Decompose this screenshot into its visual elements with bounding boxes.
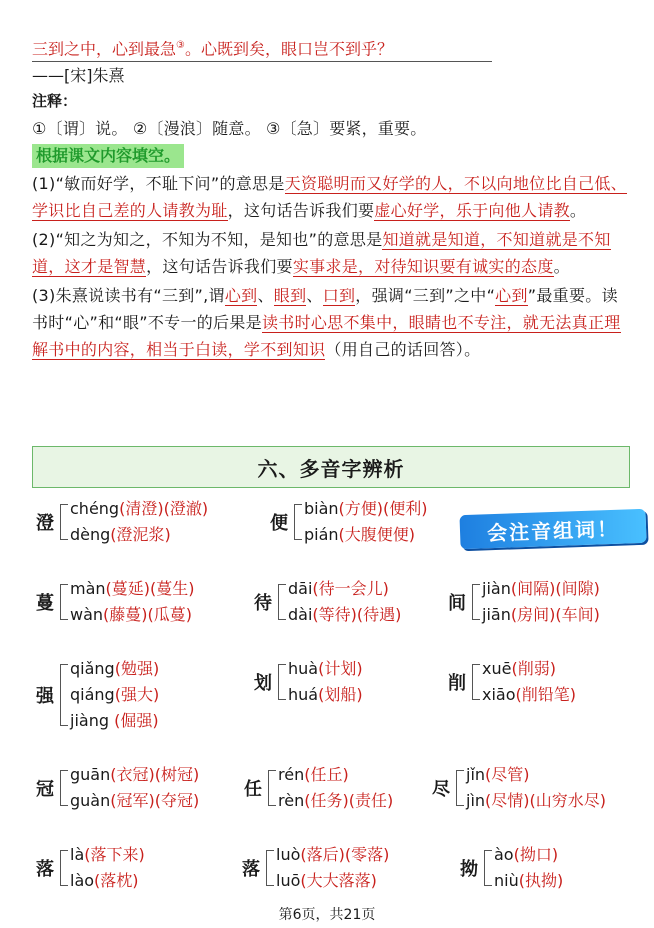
q2-answer-lesson: 实事求是，对待知识要有诚实的态度 [292, 257, 554, 277]
example-word: (藤蔓) [103, 605, 148, 624]
reading-line [482, 576, 600, 602]
example-word: (衣冠) [110, 765, 155, 784]
example-word: (拗口) [513, 845, 559, 864]
pinyin: jiàn [482, 579, 511, 598]
pinyin: guàn [70, 791, 111, 810]
q1-answer-meaning: 天资聪明而又好学的人，不以向地位比自己低、学识比自己差的人请教为耻 [32, 174, 627, 221]
example-word: (夺冠) [154, 791, 200, 810]
example-word: (蔓生) [150, 579, 195, 598]
q1-end: 。 [569, 201, 587, 221]
reading-list [70, 656, 159, 734]
example-word: (车间) [555, 605, 600, 624]
example-word: (削铅笔) [515, 685, 577, 704]
reading-line [288, 602, 401, 628]
example-word: (大腹便便) [338, 525, 416, 544]
q3-answer-1: 心到 [224, 286, 258, 306]
pinyin: rèn [278, 791, 305, 810]
reading-list [466, 762, 606, 814]
polyphone-char: 待 [254, 593, 272, 614]
polyphone-entry [444, 576, 600, 628]
polyphone-char: 间 [448, 593, 466, 614]
pinyin: niù [494, 871, 519, 890]
pinyin: jiān [482, 605, 511, 624]
brace-icon [60, 664, 68, 726]
brace-icon [60, 770, 68, 806]
example-word: (削弱) [511, 659, 556, 678]
example-word: (计划) [318, 659, 363, 678]
polyphone-char: 拗 [460, 859, 478, 880]
reading-line [276, 842, 389, 868]
example-word: (等待) [312, 605, 357, 624]
page-number: 第6页，共21页 [278, 907, 376, 923]
reading-line [304, 496, 428, 522]
author-line: ——[宋]朱熹 [32, 66, 125, 86]
example-word: (零落) [344, 845, 390, 864]
reading-list [70, 842, 145, 894]
reading-line [288, 576, 401, 602]
reading-line [70, 576, 195, 602]
reading-list [70, 762, 199, 814]
polyphone-entry [240, 762, 393, 814]
polyphone-char: 尽 [432, 779, 450, 800]
reading-line [482, 602, 600, 628]
reading-line [278, 788, 393, 814]
pinyin: qiáng [70, 685, 115, 704]
footnote-mark: ③ [176, 40, 185, 51]
q1-prompt-2: ，这句话告诉我们要 [227, 201, 375, 221]
quote-text: 三到之中，心到最急 [32, 39, 177, 59]
question-1 [32, 170, 632, 224]
pinyin: biàn [304, 499, 339, 518]
reading-list [482, 576, 600, 628]
polyphone-entry [32, 576, 195, 628]
question-2 [32, 226, 632, 280]
q3-answer-5: 读书时心思不集中，眼睛也不专注，就无法真正理解书中的内容，相当于白读，学不到知识 [32, 313, 621, 360]
pinyin: huà [288, 659, 319, 678]
pinyin: xiāo [482, 685, 516, 704]
pinyin: dài [288, 605, 313, 624]
quote-tail: 。心既到矣，眼口岂不到乎？ [184, 39, 393, 59]
q1-prompt: (1)“敏而好学，不耻下问”的意思是 [32, 174, 285, 194]
polyphone-entry [32, 496, 208, 548]
example-word: (倔强) [114, 711, 159, 730]
classical-text-section [32, 34, 632, 365]
brace-icon [268, 770, 276, 806]
q3-answer-4: 心到 [495, 286, 528, 306]
polyphone-char: 落 [36, 859, 54, 880]
example-word: (便利) [383, 499, 428, 518]
polyphone-char: 落 [242, 859, 260, 880]
reading-line [70, 656, 159, 682]
polyphone-entry [250, 576, 401, 628]
pinyin: huá [288, 685, 319, 704]
pinyin: qiǎng [70, 659, 115, 678]
brace-icon [60, 850, 68, 886]
q2-prompt: (2)“知之为知之，不知为不知，是知也”的意思是 [32, 230, 383, 250]
pinyin: dèng [70, 525, 111, 544]
polyphone-entry [456, 842, 563, 894]
q2-answer-meaning: 知道就是知道，不知道就是不知道，这才是智慧 [32, 230, 611, 277]
reading-line [278, 762, 393, 788]
polyphone-entry [250, 656, 363, 708]
reading-list [482, 656, 576, 708]
reading-line [466, 762, 606, 788]
brace-icon [472, 664, 480, 700]
example-word: (待一会儿) [312, 579, 389, 598]
polyphone-entry [266, 496, 428, 548]
polyphone-char: 冠 [36, 779, 54, 800]
pinyin: dāi [288, 579, 313, 598]
reading-line [466, 788, 606, 814]
reading-line [288, 682, 363, 708]
polyphone-char: 削 [448, 673, 466, 694]
reading-list [70, 496, 208, 548]
reading-line [494, 868, 563, 894]
reading-line [70, 496, 208, 522]
example-word: (尽情) [485, 791, 530, 810]
reading-line [482, 656, 576, 682]
pinyin: pián [304, 525, 339, 544]
reading-list [276, 842, 389, 894]
brace-icon [278, 664, 286, 700]
q3-prompt: (3)朱熹说读书有“三到”,谓 [32, 286, 225, 306]
q3-answer-3: 口到 [322, 286, 356, 306]
example-word: (山穷水尽) [529, 791, 607, 810]
brace-icon [484, 850, 492, 886]
example-word: (落下来) [84, 845, 145, 864]
reading-line [70, 708, 159, 734]
question-list [32, 170, 632, 363]
q3-end: （用自己的话回答）。 [325, 340, 481, 360]
polyphone-entry [238, 842, 389, 894]
reading-line [70, 522, 208, 548]
pinyin: chéng [70, 499, 120, 518]
example-word: (蔓延) [105, 579, 151, 598]
example-word: (清澄) [119, 499, 164, 518]
brace-icon [472, 584, 480, 620]
task-label: 根据课文内容填空。 [32, 144, 184, 168]
polyphone-char: 便 [270, 513, 288, 534]
reading-line [494, 842, 563, 868]
brace-icon [60, 504, 68, 540]
pinyin: guān [70, 765, 111, 784]
polyphone-char: 任 [244, 779, 262, 800]
example-word: (责任) [348, 791, 394, 810]
example-word: (任丘) [304, 765, 349, 784]
reading-line [70, 682, 159, 708]
notes-text: ①〔谓〕说。 ②〔漫浪〕随意。 ③〔急〕要紧，重要。 [32, 119, 427, 139]
reading-line [304, 522, 428, 548]
example-word: (方便) [338, 499, 384, 518]
pinyin: jǐn [466, 765, 486, 784]
q2-prompt-2: ，这句话告诉我们要 [146, 257, 293, 277]
polyphone-char: 澄 [36, 513, 54, 534]
reading-list [70, 576, 195, 628]
brace-icon [60, 584, 68, 620]
q3-prompt-3: ”最重要。读书时“心”和“眼”不专一的后果是 [32, 286, 618, 333]
polyphone-entry [32, 656, 159, 734]
brace-icon [456, 770, 464, 806]
example-word: (间隔) [510, 579, 556, 598]
reading-line [276, 868, 389, 894]
example-word: (树冠) [154, 765, 200, 784]
example-word: (落后) [300, 845, 345, 864]
reading-list [304, 496, 428, 548]
polyphone-entry [428, 762, 606, 814]
q3-prompt-2: ，强调“三到”之中“ [355, 286, 496, 306]
reading-list [288, 656, 363, 708]
example-word: (房间) [510, 605, 556, 624]
example-word: (澄澈) [163, 499, 209, 518]
polyphone-char: 蔓 [36, 593, 54, 614]
brace-icon [278, 584, 286, 620]
brace-icon [266, 850, 274, 886]
polyphone-entry [32, 842, 145, 894]
example-word: (澄泥浆) [110, 525, 171, 544]
example-word: (任务) [304, 791, 349, 810]
reading-line [70, 762, 199, 788]
polyphone-entry [32, 762, 199, 814]
q3-sep-1: 、 [257, 286, 274, 306]
example-word: (落枕) [94, 871, 139, 890]
reading-list [288, 576, 401, 628]
reading-list [494, 842, 563, 894]
question-3 [32, 282, 632, 363]
pinyin: lào [70, 871, 95, 890]
example-word: (瓜蔓) [147, 605, 193, 624]
q1-answer-lesson: 虚心好学，乐于向他人请教 [374, 201, 570, 221]
pinyin: ào [494, 845, 514, 864]
example-word: (勉强) [114, 659, 160, 678]
reminder-sticker: 会注音组词！ [459, 509, 646, 549]
polyphone-char: 划 [254, 673, 272, 694]
pinyin: màn [70, 579, 106, 598]
example-word: (大大落落) [300, 871, 377, 890]
q2-end: 。 [553, 257, 570, 277]
pinyin: luò [276, 845, 301, 864]
polyphone-char: 强 [36, 686, 54, 707]
pinyin: là [70, 845, 85, 864]
pinyin: wàn [70, 605, 104, 624]
polyphone-entry [444, 656, 576, 708]
reading-line [70, 842, 145, 868]
example-word: (尽管) [485, 765, 530, 784]
section-banner: 六、多音字辨析 [32, 446, 630, 488]
brace-icon [294, 504, 302, 540]
example-word: (执拗) [518, 871, 564, 890]
pinyin: rén [278, 765, 305, 784]
quote-line [32, 34, 492, 62]
pinyin: luō [276, 871, 301, 890]
reading-line [70, 868, 145, 894]
example-word: (划船) [318, 685, 363, 704]
pinyin: jìn [466, 791, 486, 810]
example-word: (间隙) [555, 579, 600, 598]
example-word: (强大) [114, 685, 160, 704]
reading-line [70, 788, 199, 814]
pinyin: xuē [482, 659, 512, 678]
reading-list [278, 762, 393, 814]
pinyin: jiàng [70, 711, 115, 730]
example-word: (待遇) [356, 605, 402, 624]
q3-answer-2: 眼到 [273, 286, 307, 306]
example-word: (冠军) [110, 791, 155, 810]
reading-line [482, 682, 576, 708]
reading-line [70, 602, 195, 628]
q3-sep-2: 、 [306, 286, 323, 306]
notes-title: 注释： [32, 92, 78, 111]
reading-line [288, 656, 363, 682]
